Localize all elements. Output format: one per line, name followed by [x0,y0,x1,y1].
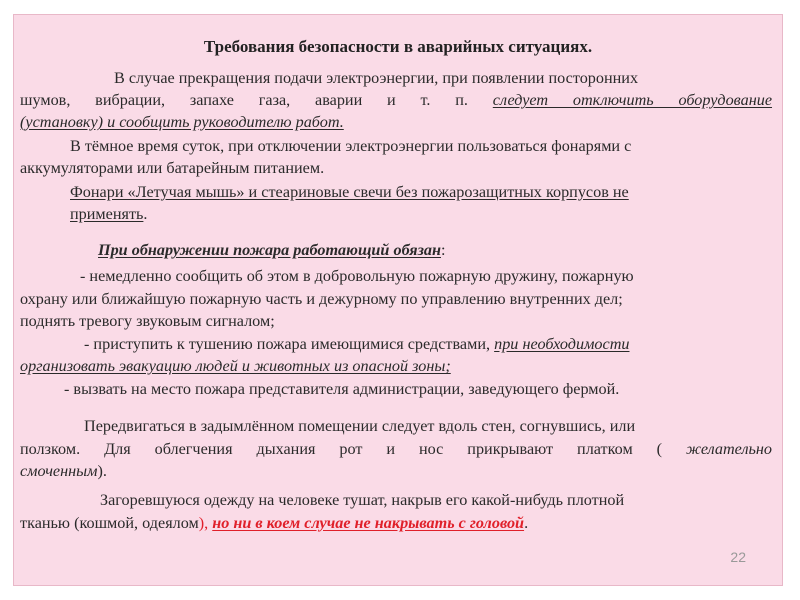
p4-heading-colon: : [440,241,446,259]
p4-line4-text: - приступить к тушению пожара имеющимися средствами, [84,335,491,353]
p1-line3-emphasis: (установку) и сообщить руководителю работ. [20,113,344,131]
p1-line2 [20,90,772,110]
p4-line1: - немедленно сообщить об этом в добровольную пожарную дружину, пожарную [80,267,634,285]
p5-line2-text: ползком. Для облегчения дыхания рот и нос прикрывают платком ( [20,440,663,458]
p1-line2-emphasis: следует отключить оборудование [492,91,773,109]
p4-line4-emphasis: при необходимости [494,335,630,353]
p4-line5-emphasis: организовать эвакуацию людей и животных из опасной зоны; [20,357,451,375]
p3-line2 [70,204,147,224]
p1-line1: В случае прекращения подачи электроэнергии, при появлении посторонних [114,69,639,87]
p4-line4 [84,334,629,354]
p4-heading-text: При обнаружении пожара работающий обязан [98,241,441,259]
page-number: 22 [730,549,746,565]
p4-line5 [20,356,451,376]
p6-line2-paren: ), [198,514,209,532]
p6-line1: Загоревшуюся одежду на человеке тушат, накрыв его какой-нибудь плотной [100,491,625,509]
p5-line2-emphasis: желательно [686,440,772,458]
p4-line6: - вызвать на место пожара представителя администрации, заведующего фермой. [64,380,620,398]
p5-line2 [20,439,772,459]
p2-line1: В тёмное время суток, при отключении электроэнергии пользоваться фонарями с [70,137,632,155]
p6-line2-end: . [524,514,529,532]
p1-line3 [20,112,344,132]
p6-line2 [20,513,528,533]
p3-line1: Фонари «Летучая мышь» и стеариновые свечи без пожарозащитных корпусов не [70,183,629,201]
p2-line2: аккумуляторами или батарейным питанием. [20,159,325,177]
slide-title: Требования безопасности в аварийных ситуациях. [203,37,593,56]
p5-line1: Передвигаться в задымлённом помещении следует вдоль стен, согнувшись, или [84,417,636,435]
p5-line3-end: ). [97,462,107,480]
p4-heading [98,240,445,260]
p5-line3 [20,461,107,481]
p4-line3: поднять тревогу звуковым сигналом; [20,312,275,330]
p6-line2-warning: но ни в коем случае не накрывать с головой [212,514,525,532]
p1-line2-text: шумов, вибрации, запахе газа, аварии и т. п. [20,91,468,109]
p4-line2: охрану или ближайшую пожарную часть и дежурному по управлению внутренних дел; [20,290,623,308]
p3-line2-end: . [143,205,148,223]
p6-line2-text: тканью (кошмой, одеялом [20,514,199,532]
p5-line3-emphasis: смоченным [20,462,98,480]
p3-line2-text: применять [70,205,144,223]
slide [13,14,783,586]
